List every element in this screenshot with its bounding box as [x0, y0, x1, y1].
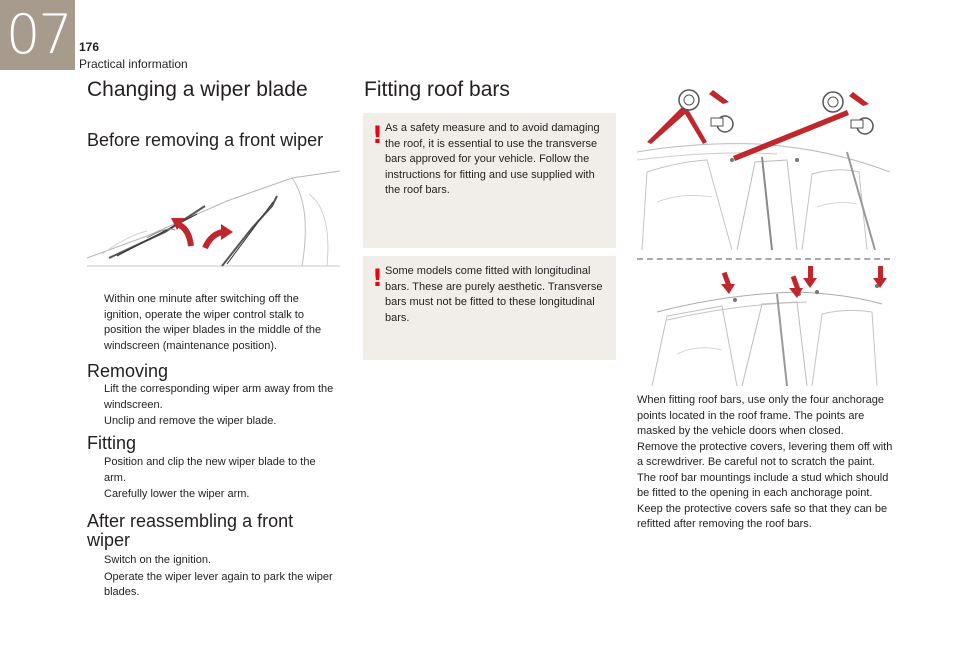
warning-icon: !	[372, 121, 383, 149]
page-number: 176	[79, 40, 100, 54]
warning-text-1: As a safety measure and to avoid damaging the roof, it is essential to use the transverse bars approved for your vehicle. Follow the instructions for fitting and use supplied with the roof bars.	[385, 122, 600, 196]
removing-heading: Removing	[87, 361, 169, 381]
after-heading: After reassembling a front wiper	[87, 511, 294, 550]
list-item: Within one minute after switching off the ignition, operate the wiper control stalk to position the wiper blades in the middle of the windscreen (maintenance position).	[104, 293, 322, 352]
paragraph: Remove the protective covers, levering them off with a screwdriver. Be careful not to scratch the paint.	[637, 440, 893, 468]
list-item: Unclip and remove the wiper blade.	[104, 415, 277, 427]
list-item: Operate the wiper lever again to park the wiper blades.	[104, 570, 333, 598]
fitting-heading: Fitting	[87, 433, 137, 453]
warning-icon: !	[372, 264, 383, 292]
warning-text-2: Some models come fitted with longitudinal bars. These are purely aesthetic. Transverse bars must not be fitted to these longitudinal bars.	[385, 265, 603, 324]
chapter-tab	[0, 0, 75, 70]
paragraph: Keep the protective covers safe so that they can be refitted after removing the roof bars.	[637, 502, 888, 530]
after-bullets	[87, 553, 339, 602]
chapter-number: 07	[6, 3, 71, 66]
figure-divider	[637, 258, 890, 260]
list-item: Position and clip the new wiper blade to the arm.	[104, 456, 316, 484]
section-title: Practical information	[79, 57, 188, 71]
list-item: Lift the corresponding wiper arm away from the windscreen.	[104, 383, 334, 411]
roof-anchorage-illustration	[637, 264, 890, 386]
warning-box-2	[363, 256, 616, 360]
roof-bars-instructions	[637, 393, 899, 533]
wiper-illustration	[87, 166, 340, 276]
before-bullets	[87, 292, 339, 355]
list-item: Switch on the ignition.	[104, 554, 212, 566]
removing-bullets	[87, 382, 339, 431]
fitting-bullets	[87, 455, 339, 504]
before-heading: Before removing a front wiper	[87, 130, 324, 150]
paragraph: The roof bar mountings include a stud which should be fitted to the opening in each anchorage point.	[637, 471, 889, 499]
warning-box-1	[363, 113, 616, 248]
roof-bars-title: Fitting roof bars	[364, 78, 510, 101]
paragraph: When fitting roof bars, use only the four anchorage points located in the roof frame. The points are masked by the vehicle doors when closed.	[637, 394, 885, 437]
list-item: Carefully lower the wiper arm.	[104, 488, 250, 500]
roof-covers-illustration	[637, 82, 890, 250]
wiper-title: Changing a wiper blade	[87, 78, 308, 101]
